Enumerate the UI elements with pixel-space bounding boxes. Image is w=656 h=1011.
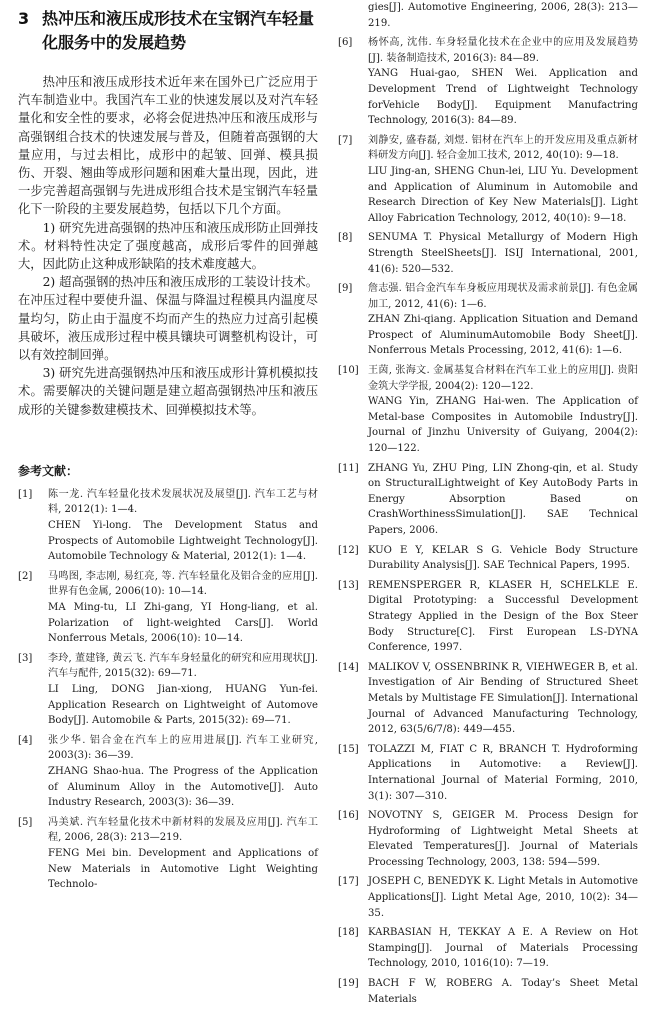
- reference-number: [12]: [338, 544, 359, 556]
- reference-text: [368, 578, 638, 656]
- reference-text: [368, 543, 638, 574]
- reference-text: [368, 230, 638, 277]
- reference-number: [1]: [18, 488, 33, 500]
- reference-text: [368, 808, 638, 870]
- reference-line: FENG Mei bin. Development and Applications of New Materials in Automotive Light Weighting Technolo-: [48, 847, 318, 891]
- reference-number: [17]: [338, 876, 359, 888]
- reference-number: [9]: [338, 283, 353, 295]
- reference-item: [338, 35, 638, 129]
- reference-number: [11]: [338, 462, 359, 474]
- reference-item: [338, 461, 638, 539]
- reference-text: [48, 651, 318, 729]
- reference-text: [48, 487, 318, 565]
- reference-line: 马鸣图, 李志刚, 易红亮, 等. 汽车轻量化及铝合金的应用[J]. 世界有色金属, 2006(10): 10—14.: [48, 570, 318, 598]
- reference-item: [338, 808, 638, 870]
- reference-item: [338, 578, 638, 656]
- reference-line: BACH F W, ROBERG A. Today’s Sheet Metal Materials: [368, 978, 638, 1005]
- body-paragraph: 2) 超高强钢的热冲压和液压成形的工装设计技术。在冲压过程中要使升温、保温与降温过程模具内温度尽量均匀，防止由于温度不均而产生的热应力过高引起模具破坏，液压成形过程中模具镶块可调整机构设计，可以有效控制回弹。: [18, 275, 318, 363]
- reference-item: [338, 660, 638, 738]
- reference-line: MA Ming-tu, LI Zhi-gang, YI Hong-liang, et al. Polarization of light-weighted Cars[J]. World Nonferrous Metals, 2006(10): 10—14.: [48, 602, 318, 645]
- reference-line: REMENSPERGER R, KLASER H, SCHELKLE E. Digital Prototyping: a Successful Development Strategy Applied in the Design of the Box Steer Body Structure[C]. First European LS-DYNA Conference, 1997.: [368, 579, 638, 654]
- reference-text: [368, 976, 638, 1007]
- reference-list-right: [338, 35, 638, 1007]
- reference-line: ZHANG Shao-hua. The Progress of the Application of Aluminum Alloy in the Automotive[J]. Auto Industry Research, 2003(3): 36—39.: [48, 765, 318, 809]
- reference-line: 詹志强. 铝合金汽车车身板应用现状及需求前景[J]. 有色金属加工, 2012, 41(6): 1—6.: [368, 283, 638, 310]
- section-title: [18, 7, 318, 55]
- reference-text: [48, 733, 318, 811]
- body-paragraph: 热冲压和液压成形技术近年来在国外已广泛应用于汽车制造业中。我国汽车工业的快速发展以及对汽车轻量化和安全性的要求，必将会促进热冲压和液压成形与高强钢组合技术的快速发展与普及，但随着高强钢的大量应用，与过去相比，成形中的起皱、回弹、模具损伤、开裂、翘曲等成形问题和困难大量出现，因此，进一步完善超高强钢与先进成形组合技术是宝钢汽车轻量化下一阶段的主要发展趋势，包括以下几个方面。: [18, 75, 318, 217]
- reference-number: [10]: [338, 365, 359, 377]
- body-paragraph: 1) 研究先进高强钢的热冲压和液压成形防止回弹技术。材料特性决定了强度越高，成形后零件的回弹越大，因此防止这种成形缺陷的技术难度越大。: [18, 220, 318, 272]
- reference-number: [13]: [338, 579, 359, 591]
- references-heading: 参考文献：: [18, 463, 79, 478]
- reference-item: [338, 976, 638, 1007]
- reference-line: NOVOTNY S, GEIGER M. Process Design for Hydroforming of Lightweight Metal Sheets at Elevated Temperatures[J]. Journal of Materials Processing Technology, 2003, 138: 594—599.: [368, 810, 638, 868]
- reference-text: [368, 363, 638, 457]
- left-column: [18, 0, 318, 897]
- reference-item: [18, 487, 318, 565]
- reference-number: [7]: [338, 134, 353, 146]
- reference-item: [338, 133, 638, 227]
- reference-number: [6]: [338, 37, 353, 49]
- reference-line: 刘静安, 盛春磊, 刘煜. 铝材在汽车上的开发应用及重点新材料研发方向[J]. 轻合金加工技术, 2012, 40(10): 9—18.: [368, 134, 638, 162]
- section-number: 3: [18, 9, 30, 28]
- reference-text: [368, 461, 638, 539]
- body-paragraph: 3) 研究先进高强钢热冲压和液压成形计算机模拟技术。需要解决的关键问题是建立超高强钢热冲压和液压成形的关键参数建模技术、回弹模拟技术等。: [18, 366, 318, 417]
- reference-item: [338, 742, 638, 804]
- reference-number: [14]: [338, 661, 359, 673]
- reference-line: LI Ling, DONG Jian-xiong, HUANG Yun-fei. Application Research on Lightweight of Automove Body[J]. Automobile & Parts, 2015(32): 69—71.: [48, 683, 318, 727]
- reference-text: [48, 815, 318, 893]
- reference-line: SENUMA T. Physical Metallurgy of Modern High Strength SteelSheets[J]. ISIJ International, 2001, 41(6): 520—532.: [368, 232, 638, 275]
- reference-text: [48, 569, 318, 647]
- reference-text: [368, 35, 638, 129]
- reference-line: CHEN Yi-long. The Development Status and Prospects of Automobile Lightweight Technology[J]. Automobile Technology & Material, 2012(1): 1—4.: [48, 520, 318, 563]
- reference-number: [2]: [18, 570, 33, 582]
- reference-line: LIU Jing-an, SHENG Chun-lei, LIU Yu. Development and Application of Aluminum in Automobile and Research Direction of Key New Materials[J]. Light Alloy Fabrication Technology, 2012, 40(10): 9—18.: [368, 165, 638, 224]
- reference-text: [368, 281, 638, 359]
- reference-line: KUO E Y, KELAR S G. Vehicle Body Structure Durability Analysis[J]. SAE Technical Papers, 1995.: [368, 544, 638, 572]
- reference-line: 李玲, 董建锋, 黄云飞. 汽车车身轻量化的研究和应用现状[J]. 汽车与配件, 2015(32): 69—71.: [48, 652, 318, 680]
- reference-item: [338, 281, 638, 359]
- reference-number: [16]: [338, 810, 359, 822]
- reference-number: [3]: [18, 652, 33, 664]
- reference-line: ZHAN Zhi-qiang. Application Situation and Demand Prospect of AluminumAutomobile Body Sheet[J]. Nonferrous Metals Processing, 2012, 41(6): 1—6.: [368, 314, 638, 357]
- reference-line: 张少华. 铝合金在汽车上的应用进展[J]. 汽车工业研究, 2003(3): 36—39.: [48, 734, 318, 762]
- reference-number: [8]: [338, 232, 353, 244]
- reference-item: [338, 925, 638, 972]
- reference-number: [5]: [18, 816, 33, 828]
- reference-line: YANG Huai-gao, SHEN Wei. Application and Development Trend of Lightweight Technology forVehicle Body[J]. Equipment Manufactring Technology, 2016(3): 84—89.: [368, 68, 638, 127]
- section-heading: 热冲压和液压成形技术在宝钢汽车轻量化服务中的发展趋势: [42, 9, 315, 52]
- reference-item: [18, 569, 318, 647]
- reference-item: [18, 815, 318, 893]
- reference-item: [18, 651, 318, 729]
- reference-item: [338, 230, 638, 277]
- reference-line: JOSEPH C, BENEDYK K. Light Metals in Automotive Applications[J]. Light Metal Age, 2010, 10(2): 34—35.: [368, 876, 638, 919]
- reference-line: TOLAZZI M, FIAT C R, BRANCH T. Hydroforming Applications in Automotive: a Review[J]. International Journal of Material Forming, 2010, 3(1): 307—310.: [368, 743, 638, 802]
- reference-item: [338, 543, 638, 574]
- reference-line: WANG Yin, ZHANG Hai-wen. The Application of Metal-base Composites in Automobile Industry[J]. Journal of Jinzhu University of Guiyang, 2004(2): 120—122.: [368, 396, 638, 455]
- reference-number: [4]: [18, 734, 33, 746]
- reference-list-left: [18, 487, 318, 893]
- reference-line: 王茵, 张海文. 金属基复合材料在汽车工业上的应用[J]. 贵阳金筑大学学报, 2004(2): 120—122.: [368, 365, 638, 392]
- right-column: [338, 0, 638, 1011]
- reference-item: [18, 733, 318, 811]
- reference-number: [18]: [338, 927, 359, 939]
- reference-line: 杨怀高, 沈伟. 车身轻量化技术在企业中的应用及发展趋势[J]. 装备制造技术, 2016(3): 84—89.: [368, 37, 638, 64]
- reference-item: [338, 363, 638, 457]
- reference-text: [368, 133, 638, 227]
- reference-line: MALIKOV V, OSSENBRINK R, VIEHWEGER B, et al. Investigation of Air Bending of Structured Sheet Metals by Multistage FE Simulation[J]. International Journal of Advanced Manufacturing Technology, 2012, 63(5/6/7/8): 449—455.: [368, 661, 638, 736]
- reference-text: [368, 742, 638, 804]
- reference-line: KARBASIAN H, TEKKAY A E. A Review on Hot Stamping[J]. Journal of Materials Processing Technology, 2010, 1016(10): 7—19.: [368, 927, 638, 970]
- reference-text: [368, 925, 638, 972]
- reference-continuation: gies[J]. Automotive Engineering, 2006, 28(3): 213—219.: [368, 2, 638, 29]
- reference-number: [19]: [338, 978, 359, 990]
- reference-line: 冯美斌. 汽车轻量化技术中新材料的发展及应用[J]. 汽车工程, 2006, 28(3): 213—219.: [48, 816, 318, 844]
- reference-line: 陈一龙. 汽车轻量化技术发展状况及展望[J]. 汽车工艺与材料, 2012(1): 1—4.: [48, 488, 318, 516]
- reference-text: [368, 660, 638, 738]
- reference-line: ZHANG Yu, ZHU Ping, LIN Zhong-qin, et al. Study on StructuralLightweight of Key AutoBody Parts in Energy Absorption Based on CrashWorthinessSimulation[J]. SAE Technical Papers, 2006.: [368, 462, 638, 536]
- reference-number: [15]: [338, 743, 359, 755]
